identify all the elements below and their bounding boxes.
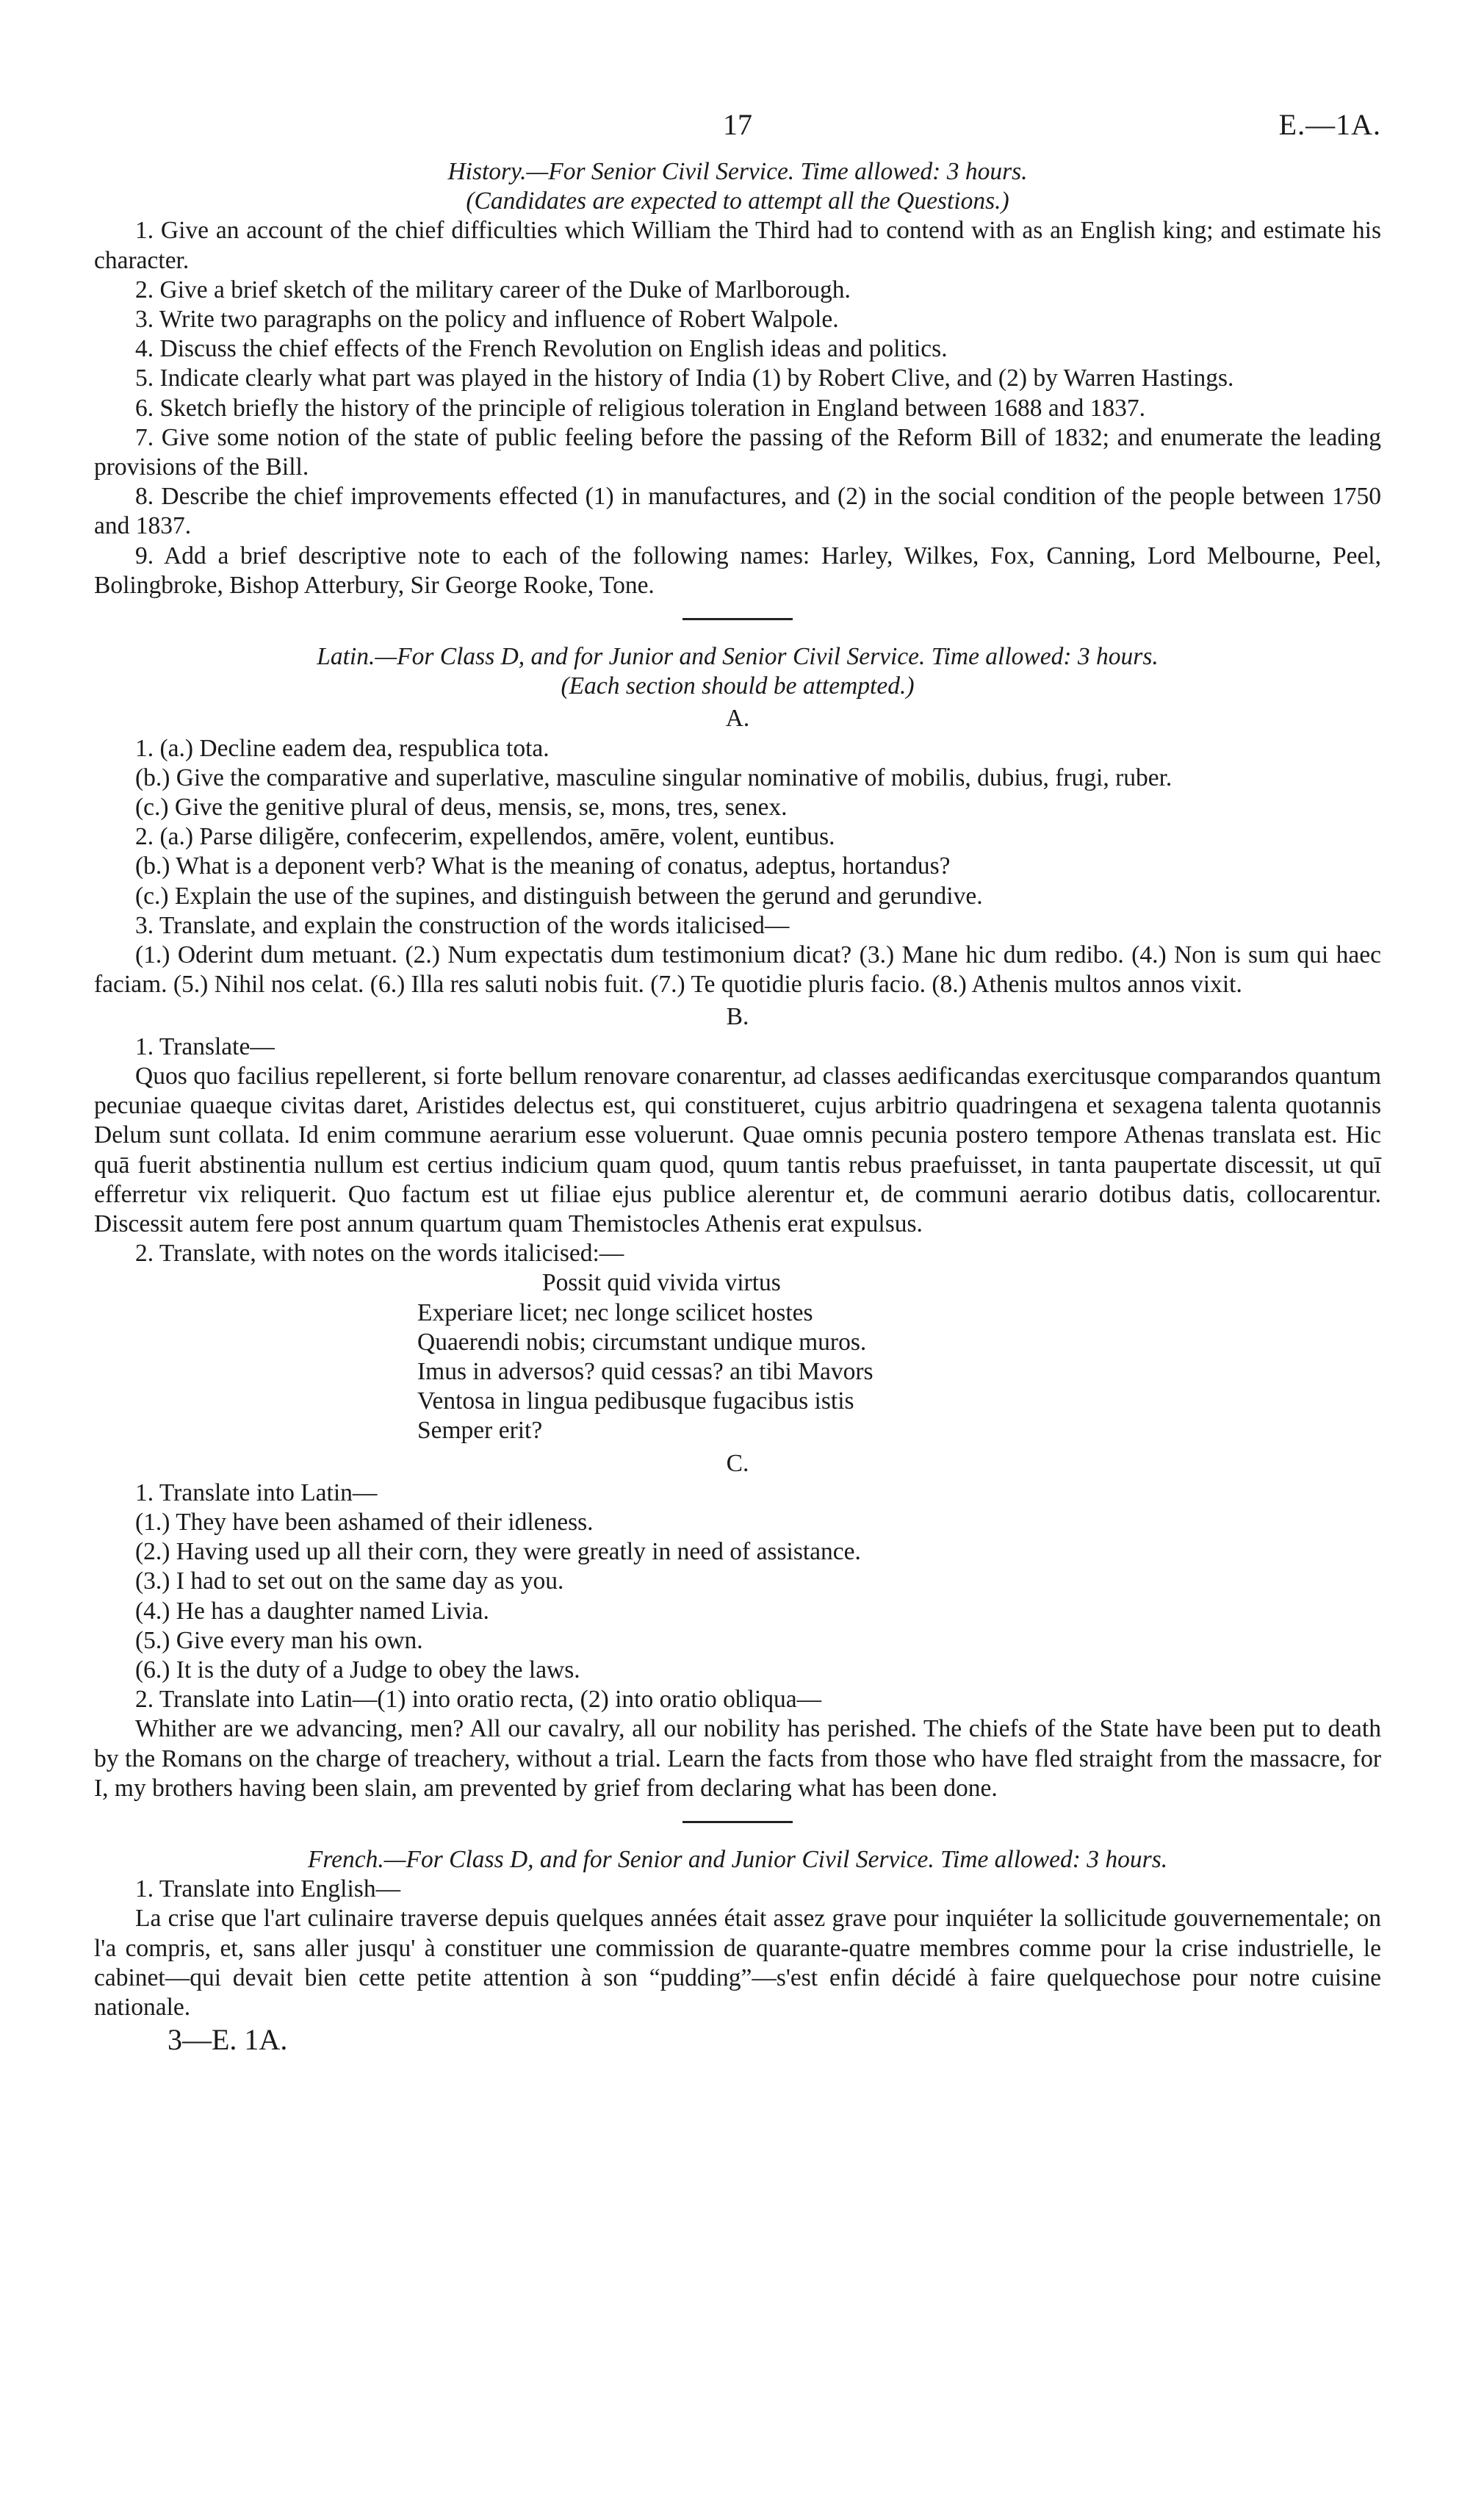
latin-heading: Latin.—For Class D, and for Junior and Senior Civil Service. Time allowed: 3 hours. (317, 643, 1159, 671)
poem-line: Possit quid vivida virtus (542, 1269, 781, 1297)
latin-b-question-label: 1. Translate— (135, 1032, 275, 1060)
latin-section (94, 642, 1381, 1803)
history-question: 7. Give some notion of the state of public feeling before the passing of the Reform Bill of 1832; and enumerate the leading provisions of the Bill. (94, 423, 1381, 481)
latin-a-item: 1. (a.) Decline eadem dea, respublica tota. (135, 734, 550, 762)
latin-c-sentence: (1.) They have been ashamed of their idleness. (135, 1508, 594, 1536)
french-heading: French.—For Class D, and for Senior and Junior Civil Service. Time allowed: 3 hours. (307, 1845, 1168, 1873)
history-question: 5. Indicate clearly what part was played in the history of India (1) by Robert Clive, and (2) by Warren Hastings. (135, 364, 1234, 392)
latin-c-question-label: 1. Translate into Latin— (135, 1478, 378, 1506)
latin-b-question-label: 2. Translate, with notes on the words italicised:— (135, 1240, 624, 1268)
latin-c-sentence: (5.) Give every man his own. (135, 1626, 423, 1654)
history-question: 4. Discuss the chief effects of the French Revolution on English ideas and politics. (135, 335, 948, 363)
poem-line: Semper erit? (417, 1417, 543, 1445)
latin-section-a-label: A. (725, 705, 750, 733)
latin-c-sentence: (3.) I had to set out on the same day as you. (135, 1567, 564, 1595)
latin-section-b-label: B. (726, 1003, 749, 1031)
latin-c-sentence: (4.) He has a daughter named Livia. (135, 1597, 489, 1625)
history-question: 9. Add a brief descriptive note to each of the following names: Harley, Wilkes, Fox, Canning, Lord Melbourne, Peel, Bolingbroke, Bishop Atterbury, Sir George Rooke, Tone. (94, 542, 1381, 599)
signature-mark: 3—E. 1A. (168, 2023, 288, 2057)
latin-b-passage: Quos quo facilius repellerent, si forte bellum renovare conarentur, ad classes aedificandas exercitusque comparandos quantum pecuniae quaeque civitas daret, Aristides delectus est, qui constitueret, cujus arbitrio quadringena et sexagena talenta quotannis Delum sunt collata. Id enim commune aerarium esse voluerunt. Quae omnis pecunia postero tempore Athenas translata est. Hic quā fuerit abstinentia nullum est certius indicium quam quod, quum tantis rebus praefuisset, in tanta paupertate discessit, ut quī efferretur vix reliquerit. Quo factum est ut filiae ejus publice alerentur et, de communi aerario dotibus datis, collocarentur. Discessit autem fere post annum quartum quam Themistocles Athenis erat expulsus. (94, 1062, 1381, 1237)
poem-line: Experiare licet; nec longe scilicet hostes (417, 1298, 813, 1326)
history-note: (Candidates are expected to attempt all the Questions.) (466, 187, 1009, 215)
latin-a-item: (c.) Give the genitive plural of deus, mensis, se, mons, tres, senex. (135, 794, 788, 822)
latin-a-item: (b.) What is a deponent verb? What is the meaning of conatus, adeptus, hortandus? (135, 852, 951, 880)
poem-line: Quaerendi nobis; circumstant undique muros. (417, 1328, 867, 1356)
page (94, 110, 1381, 2055)
french-passage: La crise que l'art culinaire traverse depuis quelques années était assez grave pour inquiéter la sollicitude gouvernementale; on l'a compris, et, sans aller jusqu' à constituer une commission de quarante-quatre membres comme pour la crise industrielle, le cabinet—qui devait bien cette petite attention à son “pudding”—s'est enfin décidé à faire quelquechose pour notre cuisine nationale. (94, 1905, 1381, 2021)
page-number: 17 (723, 108, 752, 141)
latin-poem (94, 1268, 1381, 1445)
latin-a-item: (1.) Oderint dum metuant. (2.) Num expectatis dum testimonium dicat? (3.) Mane hic dum redibo. (4.) Non is sum qui haec faciam. (5.) Nihil nos celat. (6.) Illa res saluti nobis fuit. (7.) Te quotidie pluris facio. (8.) Athenis multos annos vixit. (94, 941, 1381, 999)
latin-a-item: 3. Translate, and explain the construction of the words italicised— (135, 911, 790, 939)
history-question: 2. Give a brief sketch of the military career of the Duke of Marlborough. (135, 276, 851, 303)
history-question: 1. Give an account of the chief difficulties which William the Third had to contend with as an English king; and estimate his character. (94, 217, 1381, 274)
latin-c-sentence: (2.) Having used up all their corn, they were greatly in need of assistance. (135, 1538, 861, 1566)
latin-section-c-label: C. (726, 1449, 749, 1477)
french-section (94, 1845, 1381, 2022)
page-header (94, 110, 1381, 157)
latin-a-item: (c.) Explain the use of the supines, and distinguish between the gerund and gerundive. (135, 882, 983, 910)
latin-c-passage: Whither are we advancing, men? All our cavalry, all our nobility has perished. The chiefs of the State have been put to death by the Romans on the charge of treachery, without a trial. Learn the facts from those who have fled straight from the massacre, for I, my brothers having been slain, am prevented by grief from declaring what has been done. (94, 1715, 1381, 1802)
latin-c-sentence: (6.) It is the duty of a Judge to obey the laws. (135, 1656, 580, 1684)
section-divider (682, 618, 793, 620)
history-question: 6. Sketch briefly the history of the principle of religious toleration in England between 1688 and 1837. (135, 394, 1146, 422)
poem-line: Imus in adversos? quid cessas? an tibi Mavors (417, 1357, 874, 1385)
latin-note: (Each section should be attempted.) (561, 672, 915, 700)
history-question: 3. Write two paragraphs on the policy and influence of Robert Walpole. (135, 306, 839, 334)
section-divider (682, 1821, 793, 1823)
history-heading: History.—For Senior Civil Service. Time allowed: 3 hours. (447, 158, 1028, 185)
history-section (94, 157, 1381, 600)
document-reference: E.—1A. (1278, 108, 1381, 141)
latin-a-item: (b.) Give the comparative and superlative, masculine singular nominative of mobilis, dubius, frugi, ruber. (135, 763, 1173, 791)
french-question-label: 1. Translate into English— (135, 1875, 401, 1903)
latin-c-question-label: 2. Translate into Latin—(1) into oratio recta, (2) into oratio obliqua— (135, 1686, 822, 1714)
history-question: 8. Describe the chief improvements effected (1) in manufactures, and (2) in the social condition of the people between 1750 and 1837. (94, 483, 1381, 540)
poem-line: Ventosa in lingua pedibusque fugacibus istis (417, 1387, 854, 1415)
latin-a-item: 2. (a.) Parse diligĕre, confecerim, expellendos, amēre, volent, euntibus. (135, 823, 835, 851)
